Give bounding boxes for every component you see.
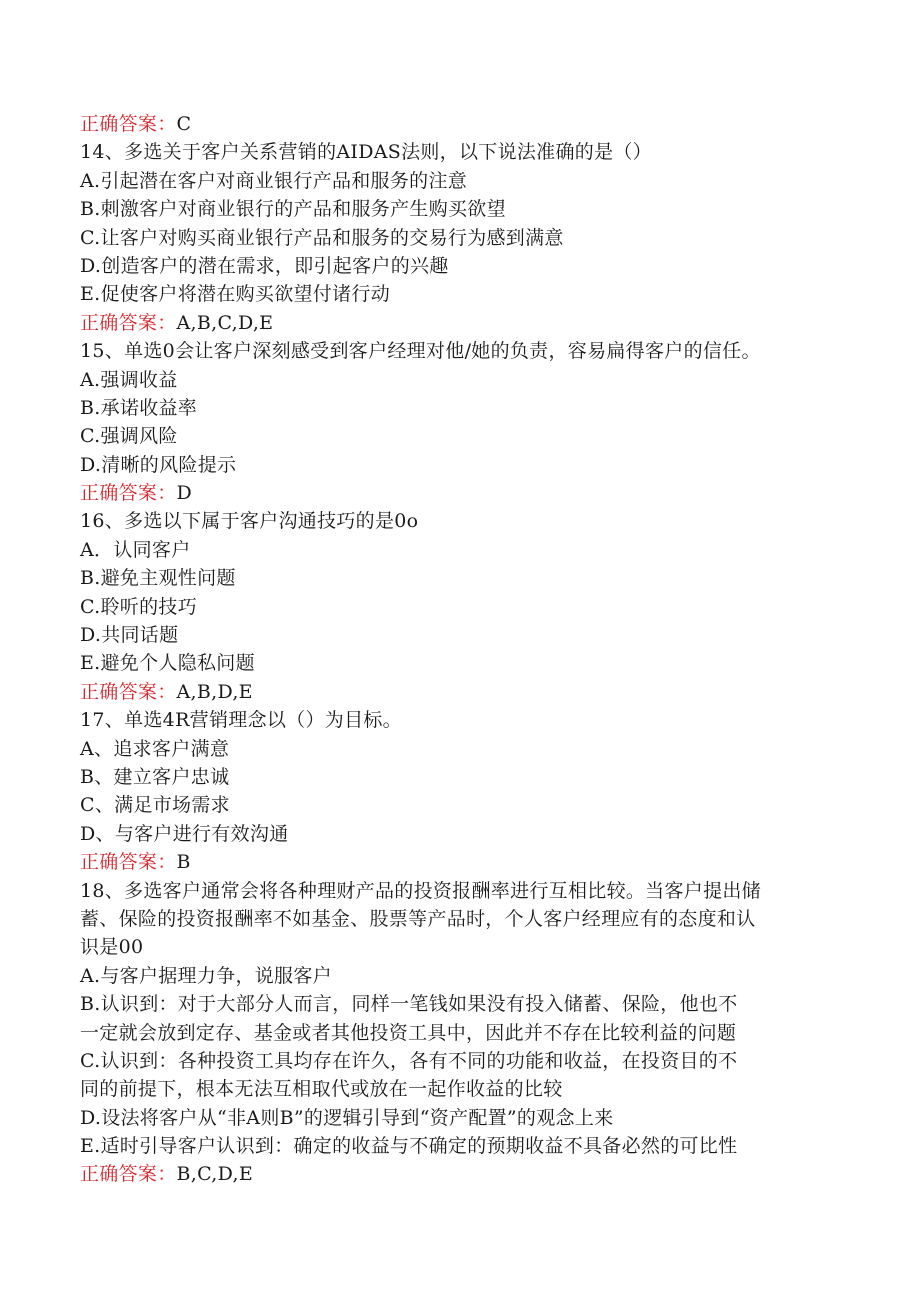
question-text: 16、多选以下属于客户沟通技巧的是0o bbox=[80, 510, 419, 533]
answer-label: 正确答案： bbox=[80, 311, 177, 334]
option-b: B.刺激客户对商业银行的产品和服务产生购买欲望 bbox=[80, 198, 506, 221]
question-text: 15、单选0会让客户深刻感受到客户经理对他/她的负责，容易扁得客户的信任。 bbox=[80, 340, 761, 363]
answer-line bbox=[80, 678, 850, 706]
option-b: B、建立客户忠诚 bbox=[80, 765, 230, 788]
option-b: B.承诺收益率 bbox=[80, 396, 198, 419]
option-c: C.认识到：各种投资工具均存在许久，各有不同的功能和收益，在投资目的不 bbox=[80, 1049, 738, 1072]
question-block-18 bbox=[80, 877, 850, 1189]
option-b: B.认识到：对于大部分人而言，同样一笔钱如果没有投入储蓄、保险，他也不 bbox=[80, 993, 738, 1016]
answer-line bbox=[80, 309, 850, 337]
answer-value: A,B,C,D,E bbox=[176, 311, 274, 334]
option-d: D.设法将客户从“非A则B”的逻辑引导到“资产配置”的观念上来 bbox=[80, 1106, 614, 1129]
question-block-14 bbox=[80, 138, 850, 337]
option-b-cont: 一定就会放到定存、基金或者其他投资工具中，因此并不存在比较利益的问题 bbox=[80, 1021, 737, 1044]
answer-value: B,C,D,E bbox=[176, 1163, 253, 1186]
question-block-15 bbox=[80, 337, 850, 507]
answer-label: 正确答案： bbox=[80, 851, 177, 874]
question-block-16 bbox=[80, 507, 850, 706]
option-e: E.适时引导客户认识到：确定的收益与不确定的预期收益不具备必然的可比性 bbox=[80, 1135, 738, 1158]
option-c: C.聆听的技巧 bbox=[80, 595, 198, 618]
option-b: B.避免主观性问题 bbox=[80, 567, 236, 590]
option-e: E.避免个人隐私问题 bbox=[80, 652, 255, 675]
option-c: C.让客户对购买商业银行产品和服务的交易行为感到满意 bbox=[80, 226, 564, 249]
question-text: 17、单选4R营销理念以（）为目标。 bbox=[80, 709, 402, 732]
question-text: 14、多选关于客户关系营销的AIDAS法则，以下说法准确的是（） bbox=[80, 141, 652, 164]
answer-label: 正确答案： bbox=[80, 680, 177, 703]
question-text-line: 识是00 bbox=[80, 936, 144, 959]
answer-value: D bbox=[176, 482, 193, 505]
answer-value: A,B,D,E bbox=[176, 680, 253, 703]
option-c-cont: 同的前提下，根本无法互相取代或放在一起作收益的比较 bbox=[80, 1078, 563, 1101]
option-d: D.创造客户的潜在需求，即引起客户的兴趣 bbox=[80, 254, 449, 277]
answer-line bbox=[80, 848, 850, 876]
option-a: A.与客户据理力争，说服客户 bbox=[80, 964, 332, 987]
option-a: A、追求客户满意 bbox=[80, 737, 230, 760]
answer-line bbox=[80, 110, 850, 138]
answer-value: C bbox=[176, 113, 192, 135]
option-a: A.引起潜在客户对商业银行产品和服务的注意 bbox=[80, 169, 468, 192]
option-d: D.共同话题 bbox=[80, 624, 179, 647]
question-block-17 bbox=[80, 706, 850, 876]
option-a: A.强调收益 bbox=[80, 368, 178, 391]
option-c: C、满足市场需求 bbox=[80, 794, 230, 817]
answer-line bbox=[80, 1160, 850, 1188]
option-d: D.清晰的风险提示 bbox=[80, 453, 237, 476]
option-d: D、与客户进行有效沟通 bbox=[80, 822, 289, 845]
answer-value: B bbox=[176, 851, 191, 874]
document-page bbox=[80, 110, 850, 1189]
answer-line bbox=[80, 479, 850, 507]
answer-label: 正确答案： bbox=[80, 482, 177, 505]
question-text-line: 蓄、保险的投资报酬率不如基金、股票等产品时，个人客户经理应有的态度和认 bbox=[80, 907, 756, 930]
answer-label: 正确答案： bbox=[80, 113, 177, 135]
option-e: E.促使客户将潜在购买欲望付诸行动 bbox=[80, 283, 391, 306]
option-a: A．认同客户 bbox=[80, 538, 191, 561]
answer-label: 正确答案： bbox=[80, 1163, 177, 1186]
option-c: C.强调风险 bbox=[80, 425, 178, 448]
question-text-line: 18、多选客户通常会将各种理财产品的投资报酬率进行互相比较。当客户提出储 bbox=[80, 879, 761, 902]
